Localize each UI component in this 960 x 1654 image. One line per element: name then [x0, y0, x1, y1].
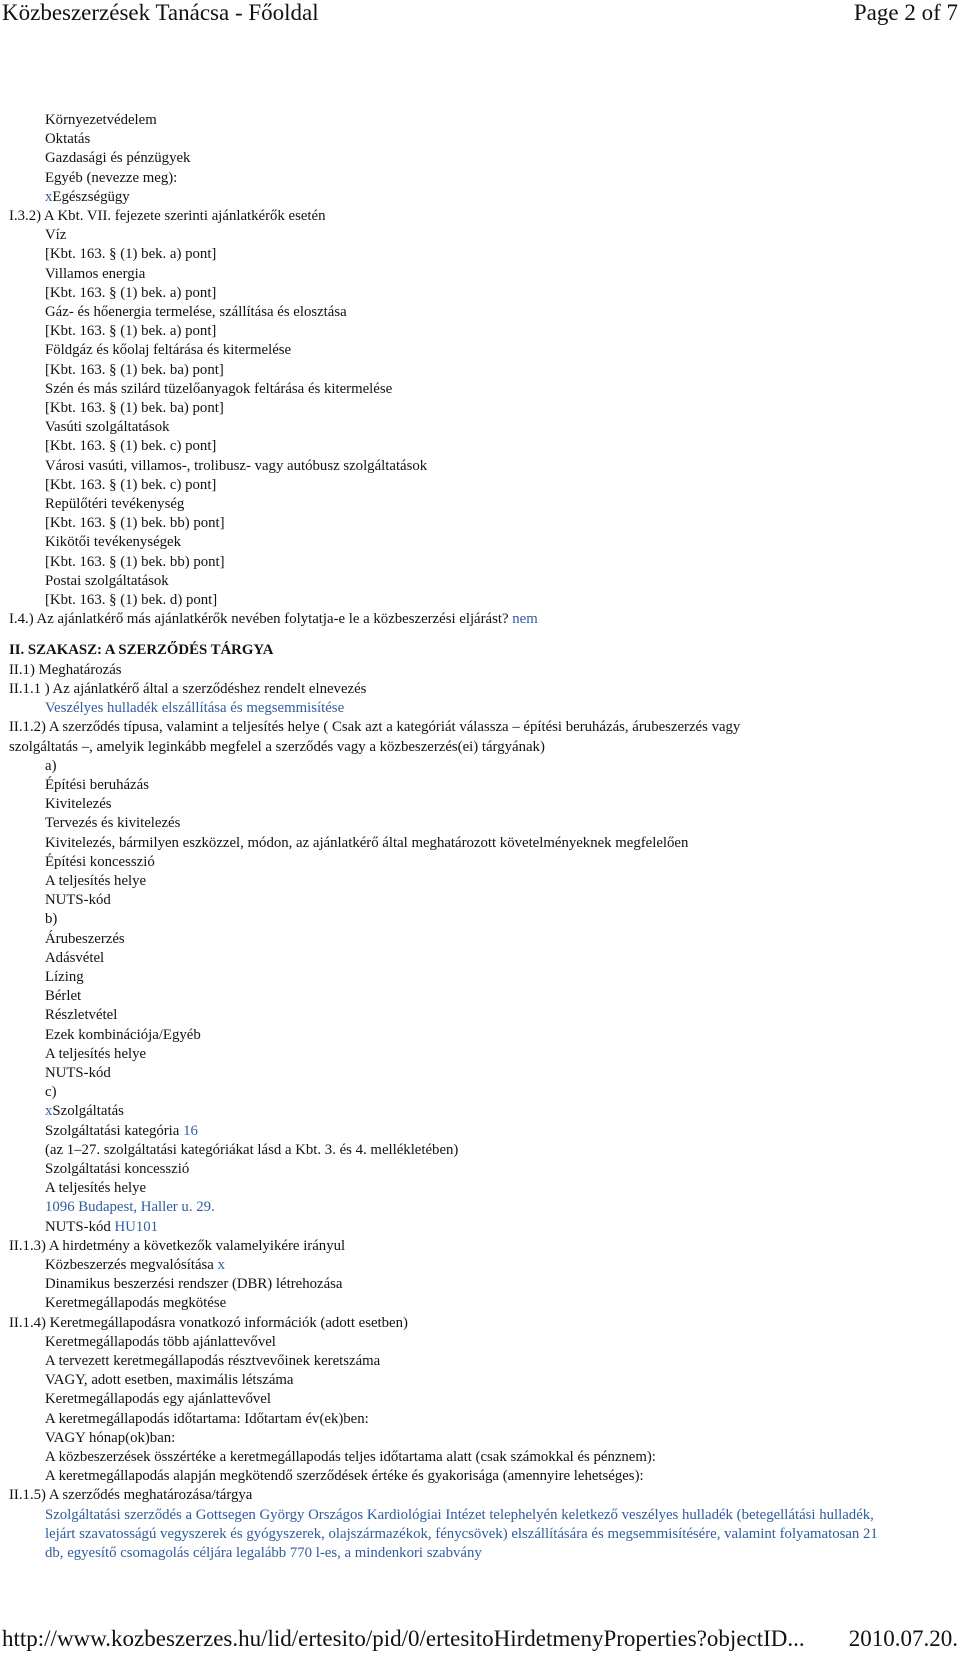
notice-line — [0, 1083, 900, 1102]
line-label: Postai szolgáltatások — [45, 572, 169, 589]
line-label: [Kbt. 163. § (1) bek. d) pont] — [45, 592, 218, 609]
line-label: (az 1–27. szolgáltatási kategóriákat lásd a Kbt. 3. és 4. mellékletében) — [45, 1141, 459, 1158]
selected-mark: x — [45, 188, 53, 205]
notice-line — [0, 322, 900, 341]
notice-line — [0, 1006, 900, 1025]
line-label: Oktatás — [45, 131, 91, 148]
notice-line — [0, 1333, 900, 1352]
notice-line — [0, 1506, 900, 1564]
line-label: Keretmegállapodás megkötése — [45, 1295, 227, 1312]
line-label: Szolgáltatási koncesszió — [45, 1160, 190, 1177]
line-label: Egészségügy — [52, 188, 130, 205]
line-label: Kivitelezés, bármilyen eszközzel, módon, az ajánlatkérő által meghatározott követelményeknek megfelelően — [45, 834, 689, 851]
notice-line — [0, 495, 900, 514]
line-label: A keretmegállapodás alapján megkötendő szerződések értéke és gyakorisága (amennyire lehetséges): — [45, 1468, 644, 1485]
notice-line — [0, 591, 900, 610]
line-label: [Kbt. 163. § (1) bek. c) pont] — [45, 476, 217, 493]
line-label: Kivitelezés — [45, 796, 112, 813]
notice-line — [0, 930, 900, 949]
notice-line — [0, 738, 900, 757]
notice-line — [0, 245, 900, 264]
line-label: II.1.4) Keretmegállapodásra vonatkozó információk (adott esetben) — [9, 1314, 408, 1331]
line-label: A tervezett keretmegállapodás résztvevőinek keretszáma — [45, 1353, 381, 1369]
line-label: VAGY, adott esetben, maximális létszáma — [45, 1372, 294, 1389]
line-label: Keretmegállapodás több ajánlattevővel — [45, 1333, 276, 1350]
line-label: [Kbt. 163. § (1) bek. ba) pont] — [45, 400, 224, 417]
notice-line — [0, 514, 900, 533]
line-label: a) — [45, 757, 57, 774]
notice-line — [0, 1352, 900, 1371]
notice-line — [0, 361, 900, 380]
notice-line — [0, 226, 900, 245]
line-label: [Kbt. 163. § (1) bek. a) pont] — [45, 284, 217, 301]
line-label: Ezek kombinációja/Egyéb — [45, 1026, 201, 1043]
line-label: Földgáz és kőolaj feltárása és kitermelése — [45, 342, 292, 359]
line-label: Bérlet — [45, 988, 82, 1005]
notice-line — [0, 891, 900, 910]
notice-line — [0, 968, 900, 987]
footer-date: 2010.07.20. — [848, 1626, 958, 1651]
notice-line — [0, 437, 900, 456]
line-label: Környezetvédelem — [45, 112, 157, 128]
line-label: Szolgáltatási kategória — [45, 1122, 184, 1139]
line-label: Árubeszerzés — [45, 930, 125, 947]
line-label: Szolgáltatás — [52, 1103, 124, 1120]
line-label: Lízing — [45, 968, 84, 985]
line-label: A teljesítés helye — [45, 1045, 147, 1062]
notice-body — [0, 111, 900, 1563]
line-label: I.4.) Az ajánlatkérő más ajánlatkérők nevében folytatja-e le a közbeszerzési eljárást? — [9, 611, 513, 628]
line-label: Repülőtéri tevékenység — [45, 496, 185, 513]
notice-line — [0, 1141, 900, 1160]
notice-line — [0, 1371, 900, 1390]
field-value: nem — [512, 611, 538, 628]
notice-line — [0, 910, 900, 929]
notice-line — [0, 718, 900, 737]
header-title: Közbeszerzések Tanácsa - Főoldal — [2, 0, 319, 25]
field-value: x — [217, 1256, 225, 1273]
notice-line — [0, 380, 900, 399]
line-label: Víz — [45, 227, 67, 244]
notice-line — [0, 399, 900, 418]
line-label: NUTS-kód — [45, 1218, 115, 1235]
line-label: [Kbt. 163. § (1) bek. bb) pont] — [45, 553, 225, 570]
notice-line — [0, 265, 900, 284]
line-label: A teljesítés helye — [45, 872, 147, 889]
line-label: NUTS-kód — [45, 1064, 111, 1081]
notice-line — [0, 188, 900, 207]
notice-line — [0, 1237, 900, 1256]
notice-line — [0, 699, 900, 718]
line-label: Vasúti szolgáltatások — [45, 419, 170, 436]
line-label: A keretmegállapodás időtartama: Időtartam év(ek)ben: — [45, 1410, 369, 1427]
line-label: II.1.1 ) Az ajánlatkérő által a szerződéshez rendelt elnevezés — [9, 680, 367, 697]
line-label: [Kbt. 163. § (1) bek. bb) pont] — [45, 515, 225, 532]
notice-line — [0, 1448, 900, 1467]
notice-line — [0, 476, 900, 495]
line-label: Tervezés és kivitelezés — [45, 815, 181, 832]
footer-url: http://www.kozbeszerzes.hu/lid/ertesito/pid/0/ertesitoHirdetmenyProperties?objectID... — [2, 1626, 805, 1651]
notice-line — [0, 1064, 900, 1083]
notice-line — [0, 757, 900, 776]
notice-line — [0, 834, 900, 853]
line-label: II.1.2) A szerződés típusa, valamint a teljesítés helye ( Csak azt a kategóriát válassza – építési beruházás, árubeszerzés vagy — [9, 719, 741, 736]
notice-line — [0, 1218, 900, 1237]
notice-line — [0, 111, 900, 130]
notice-line — [0, 1429, 900, 1448]
page-footer — [0, 1624, 960, 1654]
notice-line — [0, 1026, 900, 1045]
line-label: Villamos energia — [45, 265, 146, 282]
selected-mark: x — [45, 1103, 53, 1120]
notice-line — [0, 553, 900, 572]
line-label: II.1) Meghatározás — [9, 661, 122, 678]
field-value: Veszélyes hulladék elszállítása és megsemmisítése — [45, 700, 345, 717]
line-label: Közbeszerzés megvalósítása — [45, 1256, 218, 1273]
notice-line — [0, 1275, 900, 1294]
line-label: Városi vasúti, villamos-, trolibusz- vagy autóbusz szolgáltatások — [45, 457, 428, 474]
line-label: I.3.2) A Kbt. VII. fejezete szerinti ajánlatkérők esetén — [9, 208, 326, 225]
field-value: 16 — [183, 1122, 198, 1139]
notice-line — [0, 1122, 900, 1141]
line-label: II.1.5) A szerződés meghatározása/tárgya — [9, 1487, 253, 1504]
notice-line — [0, 853, 900, 872]
line-label: Dinamikus beszerzési rendszer (DBR) létrehozása — [45, 1276, 343, 1293]
line-label: VAGY hónap(ok)ban: — [45, 1429, 176, 1446]
line-label: [Kbt. 163. § (1) bek. c) pont] — [45, 438, 217, 455]
notice-line — [0, 661, 900, 680]
notice-line — [0, 814, 900, 833]
line-label: II. SZAKASZ: A SZERZŐDÉS TÁRGYA — [9, 642, 274, 659]
line-label: b) — [45, 911, 58, 928]
line-label: Gazdasági és pénzügyek — [45, 150, 191, 167]
line-label: [Kbt. 163. § (1) bek. a) pont] — [45, 246, 217, 263]
notice-line — [0, 610, 900, 629]
line-label: [Kbt. 163. § (1) bek. ba) pont] — [45, 361, 224, 378]
notice-line — [0, 341, 900, 360]
notice-line — [0, 207, 900, 226]
notice-line — [0, 1486, 900, 1505]
notice-line — [0, 1179, 900, 1198]
line-label: Építési koncesszió — [45, 853, 155, 870]
page-header — [0, 0, 960, 26]
notice-line — [0, 1390, 900, 1409]
line-label: Szén és más szilárd tüzelőanyagok feltárása és kitermelése — [45, 380, 393, 397]
line-label: A közbeszerzések összértéke a keretmegállapodás teljes időtartama alatt (csak számokkal és pénznem): — [45, 1449, 656, 1466]
notice-line — [0, 1410, 900, 1429]
notice-line — [0, 1198, 900, 1217]
notice-line — [0, 572, 900, 591]
line-label: Keretmegállapodás egy ajánlattevővel — [45, 1391, 271, 1408]
page-number: Page 2 of 7 — [853, 0, 958, 25]
notice-line — [0, 284, 900, 303]
line-label: A teljesítés helye — [45, 1180, 147, 1197]
notice-line — [0, 1294, 900, 1313]
line-label: Egyéb (nevezze meg): — [45, 169, 178, 186]
notice-line — [0, 169, 900, 188]
notice-line — [0, 457, 900, 476]
notice-line — [0, 303, 900, 322]
notice-line — [0, 1467, 900, 1486]
line-label: NUTS-kód — [45, 892, 111, 909]
field-value: HU101 — [114, 1218, 159, 1235]
notice-line — [0, 1045, 900, 1064]
notice-line — [0, 1256, 900, 1275]
field-value: Szolgáltatási szerződés a Gottsegen György Országos Kardiológiai Intézet telephelyén keletkező veszélyes hulladék (betegellátási hulladék, lejárt szavatosságú vegyszerek és gyógyszerek, olajszármazékok, fénycsövek) elszállítására és megsemmisítésére, valamint folyamatosan 21 db, egyesítő csomagolás céljára legalább 770 l-es, a mindenkori szabvány — [45, 1506, 878, 1562]
line-label: Kikötői tevékenységek — [45, 534, 182, 551]
notice-line — [0, 149, 900, 168]
line-label: Adásvétel — [45, 949, 105, 966]
line-label: Építési beruházás — [45, 776, 149, 793]
notice-line — [0, 641, 900, 660]
line-label: c) — [45, 1084, 57, 1101]
notice-line — [0, 680, 900, 699]
line-label: szolgáltatás –, amelyik leginkább megfelel a szerződés vagy a közbeszerzés(ei) tárgyának) — [9, 738, 545, 755]
notice-line — [0, 795, 900, 814]
notice-line — [0, 1160, 900, 1179]
notice-line — [0, 1102, 900, 1121]
notice-line — [0, 533, 900, 552]
line-label: Gáz- és hőenergia termelése, szállítása és elosztása — [45, 304, 347, 321]
line-label: [Kbt. 163. § (1) bek. a) pont] — [45, 323, 217, 340]
notice-line — [0, 418, 900, 437]
notice-line — [0, 776, 900, 795]
field-value: 1096 Budapest, Haller u. 29. — [45, 1199, 215, 1216]
notice-line — [0, 872, 900, 891]
line-label: Részletvétel — [45, 1007, 118, 1024]
line-label: II.1.3) A hirdetmény a következők valamelyikére irányul — [9, 1237, 346, 1254]
notice-line — [0, 130, 900, 149]
notice-line — [0, 949, 900, 968]
notice-line — [0, 1314, 900, 1333]
notice-line — [0, 987, 900, 1006]
